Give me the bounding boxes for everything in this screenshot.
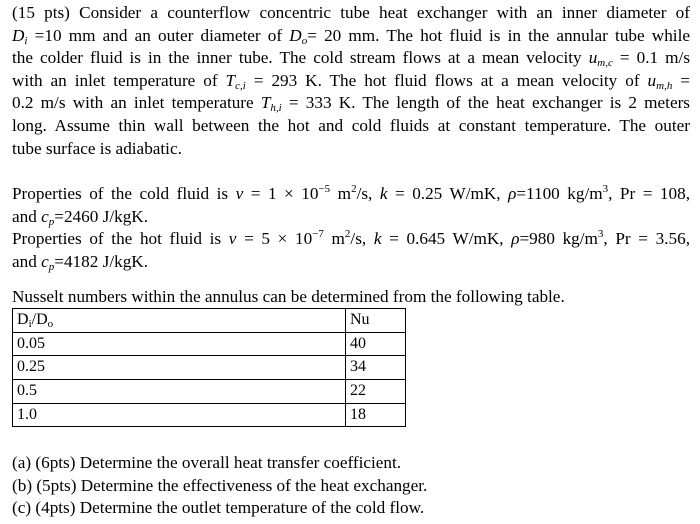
- problem-line-6: long. Assume thin wall between the hot and cold fluids at constant temperature. The outer: [12, 115, 690, 135]
- cell-nu: 22: [346, 379, 406, 403]
- problem-line-4: with an inlet temperature of $T_{c,i} = 293$ K. The hot fluid flows at a mean velocity of $u_{m,h}$ =: [12, 70, 690, 92]
- question-b: (b) (5pts) Determine the effectiveness of the heat exchanger.: [12, 475, 428, 495]
- table-caption: Nusselt numbers within the annulus can be determined from the following table.: [12, 286, 565, 306]
- cell-ratio: 0.25: [13, 356, 346, 380]
- cell-nu: 40: [346, 332, 406, 356]
- cold-properties-line-2: and $c_p=2460$ J/kgK.: [12, 206, 148, 228]
- table-row: [13, 356, 406, 380]
- cell-ratio: 0.05: [13, 332, 346, 356]
- header-nusselt: Nu: [346, 309, 406, 333]
- table-header-row: [13, 309, 406, 333]
- question-a: (a) (6pts) Determine the overall heat transfer coefficient.: [12, 453, 402, 472]
- hot-properties-line-2: and $c_p=4182$ J/kgK.: [12, 251, 148, 273]
- problem-page: [12, 2, 690, 427]
- problem-line-7: tube surface is adiabatic.: [12, 138, 182, 158]
- nusselt-table: [12, 308, 406, 427]
- header-diameter-ratio: $D_i/D_o$: [13, 309, 346, 333]
- problem-line-2: $D_i =10$ mm and an outer diameter of $D_o= 20$ mm. The hot fluid is in the annular tube while: [12, 25, 690, 47]
- table-row: [13, 332, 406, 356]
- cell-nu: 18: [346, 403, 406, 427]
- fluid-properties: [12, 183, 690, 273]
- table-row: [13, 403, 406, 427]
- cell-ratio: 0.5: [13, 379, 346, 403]
- problem-line-5: 0.2 m/s with an inlet temperature $T_{h,i} = 333$ K. The length of the heat exchanger is 2 meters: [12, 93, 690, 115]
- problem-line-1: (15 pts) Consider a counterflow concentric tube heat exchanger with an inner diameter of: [12, 3, 690, 22]
- table-row: [13, 379, 406, 403]
- cell-ratio: 1.0: [13, 403, 346, 427]
- cold-properties-line-1: Properties of the cold fluid is $\nu = 1 \times 10^{-5}$ $m^2/s$, k = 0.25 W/mK, ρ=1100 $kg/m^3$, Pr = 108,: [12, 183, 690, 204]
- questions: [12, 452, 690, 520]
- cell-nu: 34: [346, 356, 406, 380]
- problem-statement: [12, 2, 690, 160]
- problem-line-3: the colder fluid is in the inner tube. The cold stream flows at a mean velocity $u_{m,c} = 0.1$ m/s: [12, 48, 691, 70]
- question-c: (c) (4pts) Determine the outlet temperature of the cold flow.: [12, 498, 425, 518]
- hot-properties-line-1: Properties of the hot fluid is $\nu = 5 \times 10^{-7}$ $m^2/s$, k = 0.645 W/mK, ρ=980 $kg/m^3$, Pr = 3.56,: [12, 228, 690, 249]
